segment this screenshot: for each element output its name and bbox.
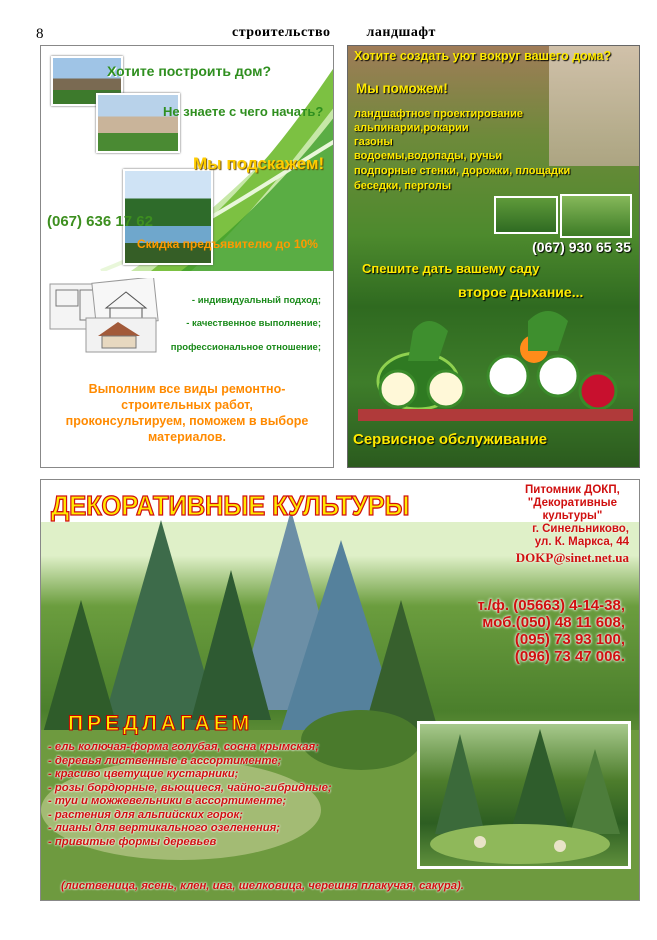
benefit-professional: профессиональное отношение; <box>170 342 321 353</box>
service-item: водоемы,водопады, ручьи <box>354 150 503 162</box>
service-item: подпорные стенки, дорожки, площадки <box>354 165 571 177</box>
offer-heading: ПРЕДЛАГАЕМ <box>68 712 254 735</box>
offer-item: - лианы для вертикального озеленения; <box>48 822 281 834</box>
garden-inset-graphic <box>420 724 628 866</box>
garden-thumb-2 <box>560 194 632 238</box>
service-item: беседки, перголы <box>354 180 452 192</box>
construction-phone: (067) 636 17 62 <box>47 213 153 230</box>
landscape-slogan-1: Спешите дать вашему саду <box>362 261 540 276</box>
rubric-construction: строительство <box>232 25 331 40</box>
service-maintenance: Сервисное обслуживание <box>353 431 548 448</box>
headline-we-advise: Мы подскажем! <box>193 154 325 173</box>
offer-item: - красиво цветущие кустарники; <box>48 768 239 780</box>
offer-item: - деревья лиственные в ассортименте; <box>48 754 282 767</box>
phone-line: т./ф. (05663) 4-14-38, <box>477 597 625 614</box>
landscape-ad <box>347 45 640 468</box>
offer-item: - привитые формы деревьев <box>48 835 217 848</box>
discount-note: Скидка предъявителю до 10% <box>137 237 318 251</box>
page-number: 8 <box>36 26 44 42</box>
service-item: альпинарии,рокарии <box>354 122 469 134</box>
headline-build-house: Хотите построить дом? <box>107 63 272 79</box>
nursery-phones <box>477 597 625 665</box>
construction-services-text: Выполним все виды ремонтно-строительных работ, проконсультируем, поможем в выборе материалов. <box>65 382 309 444</box>
landscape-headline: Хотите создать уют вокруг вашего дома? <box>354 49 612 63</box>
info-line: Питомник ДОКП, <box>525 484 620 496</box>
nursery-info <box>516 484 629 564</box>
rubric-landscape: ландшафт <box>366 25 436 40</box>
offer-item: - ель колючая-форма голубая, сосна крымская; <box>48 741 319 753</box>
phone-line: (095) 73 93 100, <box>514 631 625 648</box>
nursery-title: ДЕКОРАТИВНЫЕ КУЛЬТУРЫ <box>51 490 410 521</box>
offer-list <box>48 741 332 849</box>
service-item: газоны <box>354 136 393 148</box>
offer-item: - розы бордюрные, вьющиеся, чайно-гибридные; <box>48 781 332 794</box>
phone-line: (096) 73 47 006. <box>514 648 625 665</box>
landscape-phone: (067) 930 65 35 <box>532 239 631 255</box>
house-facade-photo <box>549 46 639 166</box>
landscape-we-help: Мы поможем! <box>356 81 448 96</box>
benefit-quality: - качественное выполнение; <box>186 318 321 329</box>
section-rubric <box>232 25 436 41</box>
topiary-cyclists-graphic <box>358 301 633 421</box>
offer-item: - туи и можжевельники в ассортименте; <box>48 795 287 807</box>
nursery-ad <box>40 479 640 901</box>
headline-where-to-start: Не знаете с чего начать? <box>163 104 324 119</box>
service-item: ландшафтное проектирование <box>354 108 523 120</box>
construction-ad <box>40 45 334 468</box>
offer-footer: (лиственица, ясень, клен, ива, шелковица, черешня плакучая, сакура). <box>61 880 464 892</box>
garden-inset-photo <box>417 721 631 869</box>
landscape-slogan-2: второе дыхание... <box>458 284 584 300</box>
garden-thumb-1 <box>494 196 558 234</box>
benefit-individual: - индивидуальный подход; <box>191 295 321 306</box>
nursery-email: DOKP@sinet.net.ua <box>515 550 629 565</box>
house-photo-2 <box>96 93 180 153</box>
info-line: ул. К. Маркса, 44 <box>534 536 629 548</box>
info-line: г. Синельниково, <box>532 523 629 535</box>
offer-item: - растения для альпийских горок; <box>48 808 243 821</box>
phone-line: моб.(050) 48 11 608, <box>482 614 625 631</box>
info-line: культуры" <box>542 510 603 522</box>
blueprint-sketches <box>48 278 173 353</box>
info-line: "Декоративные <box>527 497 617 509</box>
